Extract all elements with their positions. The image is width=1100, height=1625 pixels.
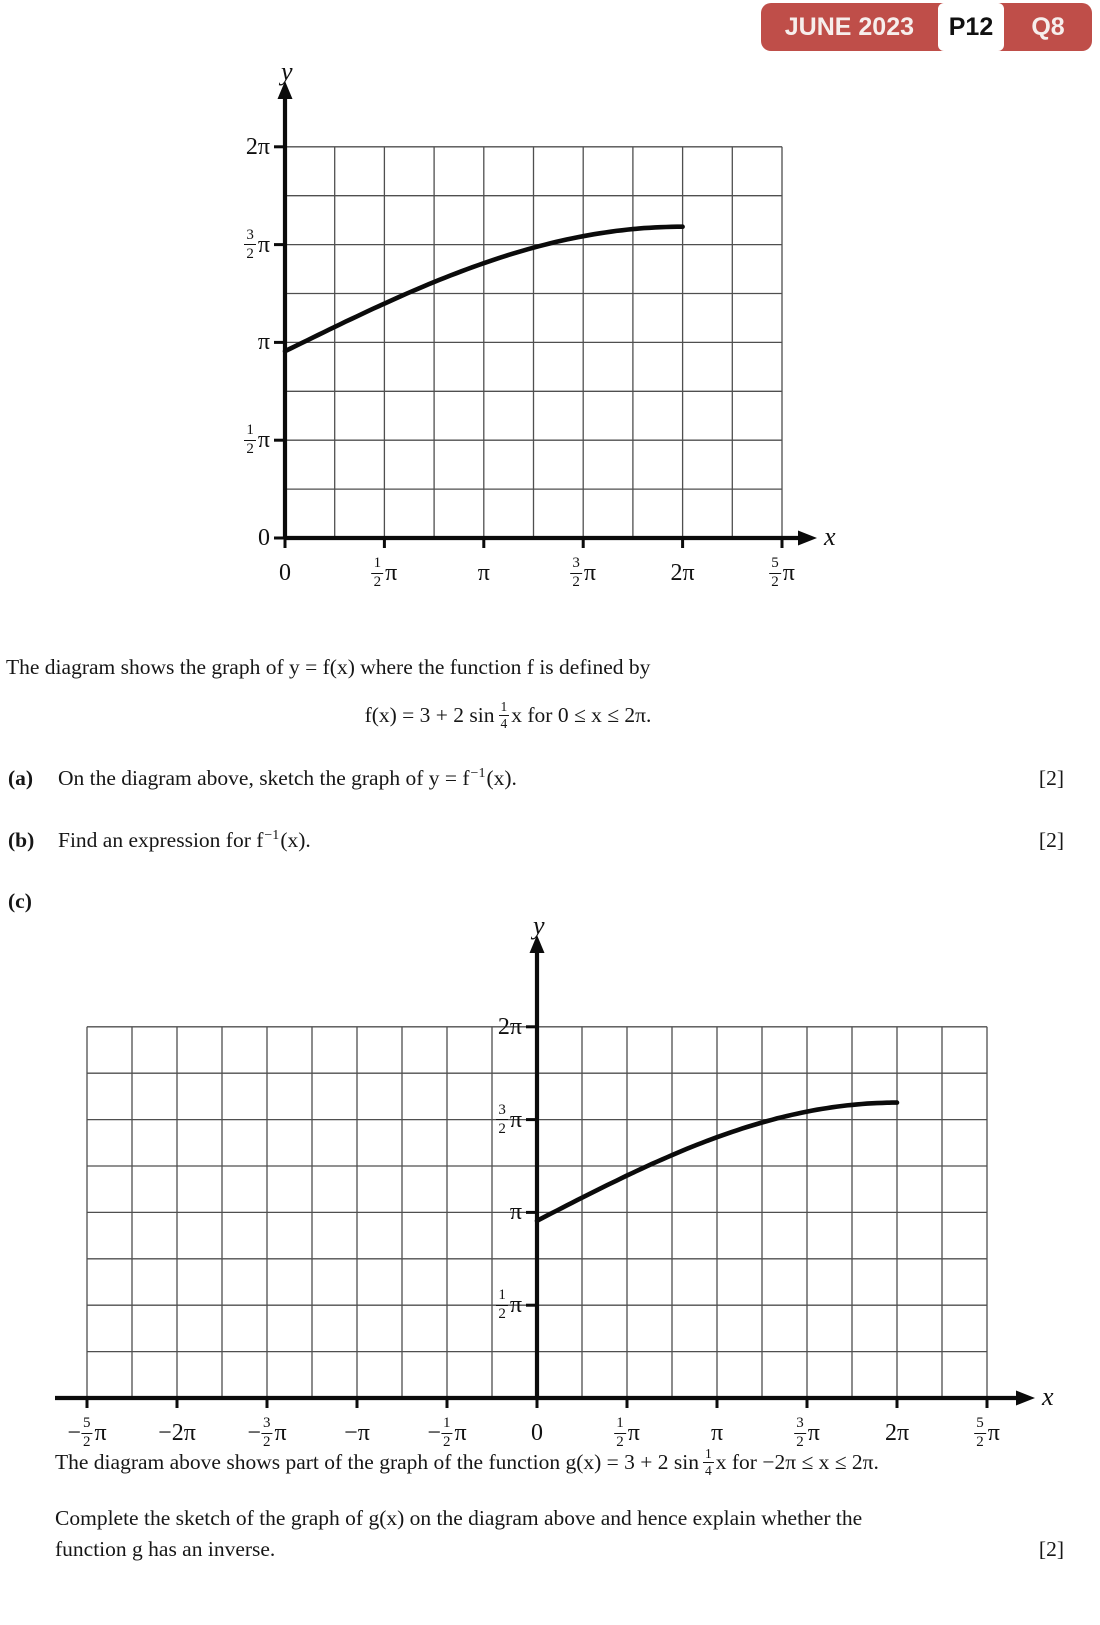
graph-f	[170, 55, 860, 600]
y-tick-label: $\frac{3}{2}$ π	[246, 226, 270, 262]
graph-g	[30, 911, 1100, 1450]
part-c-marks: [2]	[1038, 1537, 1064, 1561]
x-axis-label: x	[824, 522, 836, 551]
y-tick-label: $\frac{1}{2}$ π	[246, 422, 270, 458]
c-para1-pre: The diagram above shows part of the graph of the function g(x) = 3 + 2 sin	[55, 1450, 700, 1474]
part-c-description	[55, 1447, 879, 1479]
x-tick-label: 2π	[670, 560, 695, 586]
intro-text: The diagram shows the graph of y = f(x) where the function f is defined by	[6, 655, 651, 679]
x-tick-label: $\frac{1}{2}$ π	[616, 1415, 640, 1450]
inverse-superscript: −1	[470, 766, 486, 781]
formula-pre: f(x) = 3 + 2 sin	[364, 703, 495, 727]
grid-lines	[285, 147, 782, 538]
y-tick-label: 2π	[497, 1013, 522, 1040]
x-tick-label: 0	[531, 1420, 543, 1446]
x-tick-label: −π	[344, 1420, 370, 1446]
y-axis-label: y	[281, 57, 293, 86]
x-tick-label: $\frac{5}{2}$ π	[976, 1415, 1000, 1450]
part-a-text-pre: On the diagram above, sketch the graph of y = f	[58, 766, 470, 790]
part-a-marks: [2]	[1038, 766, 1064, 790]
x-tick-label: − $\frac{5}{2}$ π	[67, 1415, 107, 1450]
x-tick-label: 0	[279, 560, 291, 586]
c-para2-line1: Complete the sketch of the graph of g(x) on the diagram above and hence explain whether the	[55, 1506, 863, 1530]
question-badge	[761, 3, 1092, 51]
part-b-marks: [2]	[1038, 828, 1064, 852]
x-axis-label: x	[1042, 1382, 1054, 1411]
x-tick-label: −2π	[158, 1420, 196, 1446]
y-tick-label: $\frac{1}{2}$ π	[498, 1287, 522, 1323]
part-c-instruction	[55, 1503, 1064, 1565]
c-para1-post: x for −2π ≤ x ≤ 2π.	[715, 1450, 879, 1474]
x-tick-label: − $\frac{3}{2}$ π	[247, 1415, 287, 1450]
graph1-canvas	[170, 55, 860, 600]
part-b-label: (b)	[8, 828, 35, 852]
quarter-fraction: $\frac{1}{4}$	[705, 1446, 712, 1478]
x-tick-label: − $\frac{1}{2}$ π	[427, 1415, 467, 1450]
y-tick-label: π	[257, 329, 270, 356]
y-tick-label: $\frac{3}{2}$ π	[498, 1101, 522, 1137]
y-axis-label: y	[533, 911, 545, 940]
x-axis-arrow-icon	[1016, 1391, 1035, 1406]
y-tick-label: π	[509, 1199, 522, 1226]
part-a-text-post: (x).	[486, 766, 517, 790]
part-a	[8, 762, 1064, 794]
y-tick-label: 0	[258, 525, 270, 551]
part-b	[8, 824, 1064, 856]
graph2-canvas	[30, 915, 1100, 1440]
x-tick-label: $\frac{3}{2}$ π	[796, 1415, 820, 1450]
badge-session: JUNE 2023	[784, 12, 914, 41]
inverse-superscript: −1	[264, 828, 280, 843]
x-tick-label: 2π	[884, 1420, 910, 1446]
part-c-label: (c)	[8, 889, 32, 913]
part-a-label: (a)	[8, 766, 34, 790]
quarter-fraction: $\frac{1}{4}$	[500, 699, 508, 731]
x-tick-label: $\frac{5}{2}$ π	[771, 555, 795, 590]
part-b-text-pre: Find an expression for f	[58, 828, 264, 852]
function-definition	[0, 700, 1016, 732]
c-para2-line2: function g has an inverse.	[55, 1537, 276, 1561]
badge-paper: P12	[938, 3, 1004, 51]
tick-marks	[274, 147, 782, 548]
x-axis-arrow-icon	[798, 531, 817, 546]
badge-question: Q8	[1031, 12, 1065, 41]
x-tick-label: π	[477, 560, 490, 586]
y-tick-label: 2π	[245, 133, 270, 160]
x-tick-label: $\frac{3}{2}$ π	[572, 555, 596, 590]
x-tick-label: π	[710, 1420, 724, 1446]
formula-post: x for 0 ≤ x ≤ 2π.	[511, 703, 652, 727]
x-tick-label: $\frac{1}{2}$ π	[373, 555, 398, 590]
part-b-text-post: (x).	[280, 828, 311, 852]
